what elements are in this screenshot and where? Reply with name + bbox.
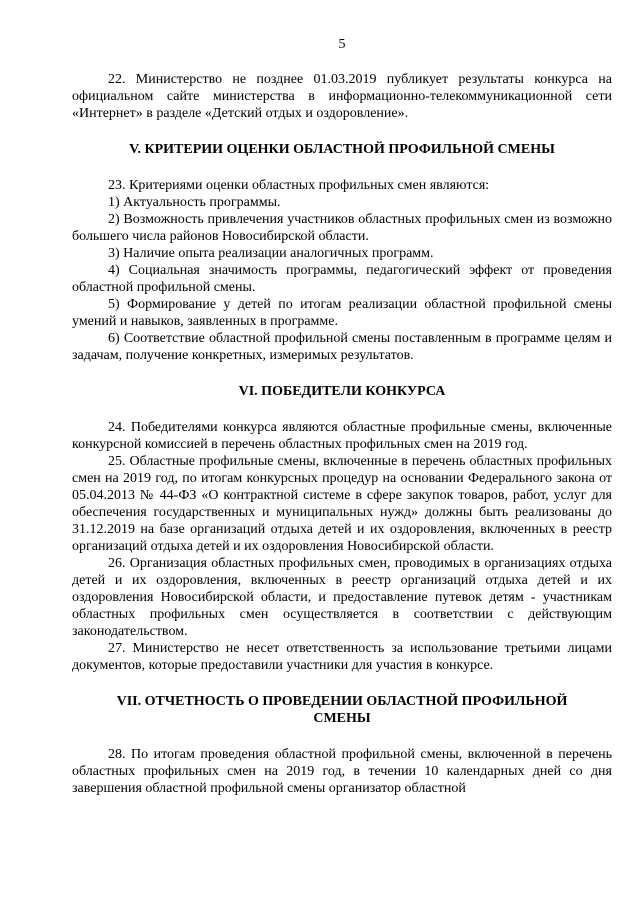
paragraph-23: 23. Критериями оценки областных профильных смен являются: [108,178,490,193]
paragraph-28: 28. По итогам проведения областной профильной смены, включенной в перечень областных профильных смен на 2019 год, в течении 10 календарных дней со дня завершения областной профильной смены организатор областной [72,747,612,796]
section-7-heading-line-2: СМЕНЫ [313,711,371,726]
paragraph-22: 22. Министерство не позднее 01.03.2019 публикует результаты конкурса на официальном сайте министерства в информационно-телекоммуникационной сети «Интернет» в разделе «Детский отдых и оздоровление». [72,72,612,121]
criterion-6: 6) Соответствие областной профильной смены поставленным в программе целям и задачам, получение конкретных, измеримых результатов. [72,331,612,363]
section-7-heading-line-1: VII. ОТЧЕТНОСТЬ О ПРОВЕДЕНИИ ОБЛАСТНОЙ ПРОФИЛЬНОЙ [116,694,568,709]
paragraph-25: 25. Областные профильные смены, включенные в перечень областных профильных смен на 2019 год, по итогам конкурсных процедур на основании Федерального закона от 05.04.2013 № 44-ФЗ «О контрактной системе в сфере закупок товаров, работ, услуг для обеспечения государственных и муниципальных нужд» должны быть реализованы до 31.12.2019 на базе организаций отдыха детей и их оздоровления, включенных в реестр организаций отдыха детей и их оздоровления Новосибирской области. [72,454,612,554]
paragraph-26: 26. Организация областных профильных смен, проводимых в организациях отдыха детей и их оздоровления, включенных в реестр организаций отдыха детей и их оздоровления Новосибирской области, и предоставление путевок детям - участникам областных профильных смен осуществляется в соответствии с действующим законодательством. [72,556,612,639]
paragraph-27: 27. Министерство не несет ответственность за использование третьими лицами документов, которые предоставили участники для участия в конкурсе. [72,641,612,673]
criterion-2: 2) Возможность привлечения участников областных профильных смен из возможно большего числа районов Новосибирской области. [72,212,612,244]
criterion-1: 1) Актуальность программы. [108,195,281,210]
section-5-heading: V. КРИТЕРИИ ОЦЕНКИ ОБЛАСТНОЙ ПРОФИЛЬНОЙ СМЕНЫ [129,142,555,157]
document-body [72,71,612,797]
page-number: 5 [338,37,346,52]
criterion-3: 3) Наличие опыта реализации аналогичных программ. [108,246,434,261]
criterion-4: 4) Социальная значимость программы, педагогический эффект от проведения областной профильной смены. [72,263,612,295]
section-6-heading: VI. ПОБЕДИТЕЛИ КОНКУРСА [238,384,446,399]
paragraph-24: 24. Победителями конкурса являются областные профильные смены, включенные конкурсной комиссией в перечень областных профильных смен на 2019 год. [72,420,612,452]
criterion-5: 5) Формирование у детей по итогам реализации областной профильной смены умений и навыков, заявленных в программе. [72,297,612,329]
